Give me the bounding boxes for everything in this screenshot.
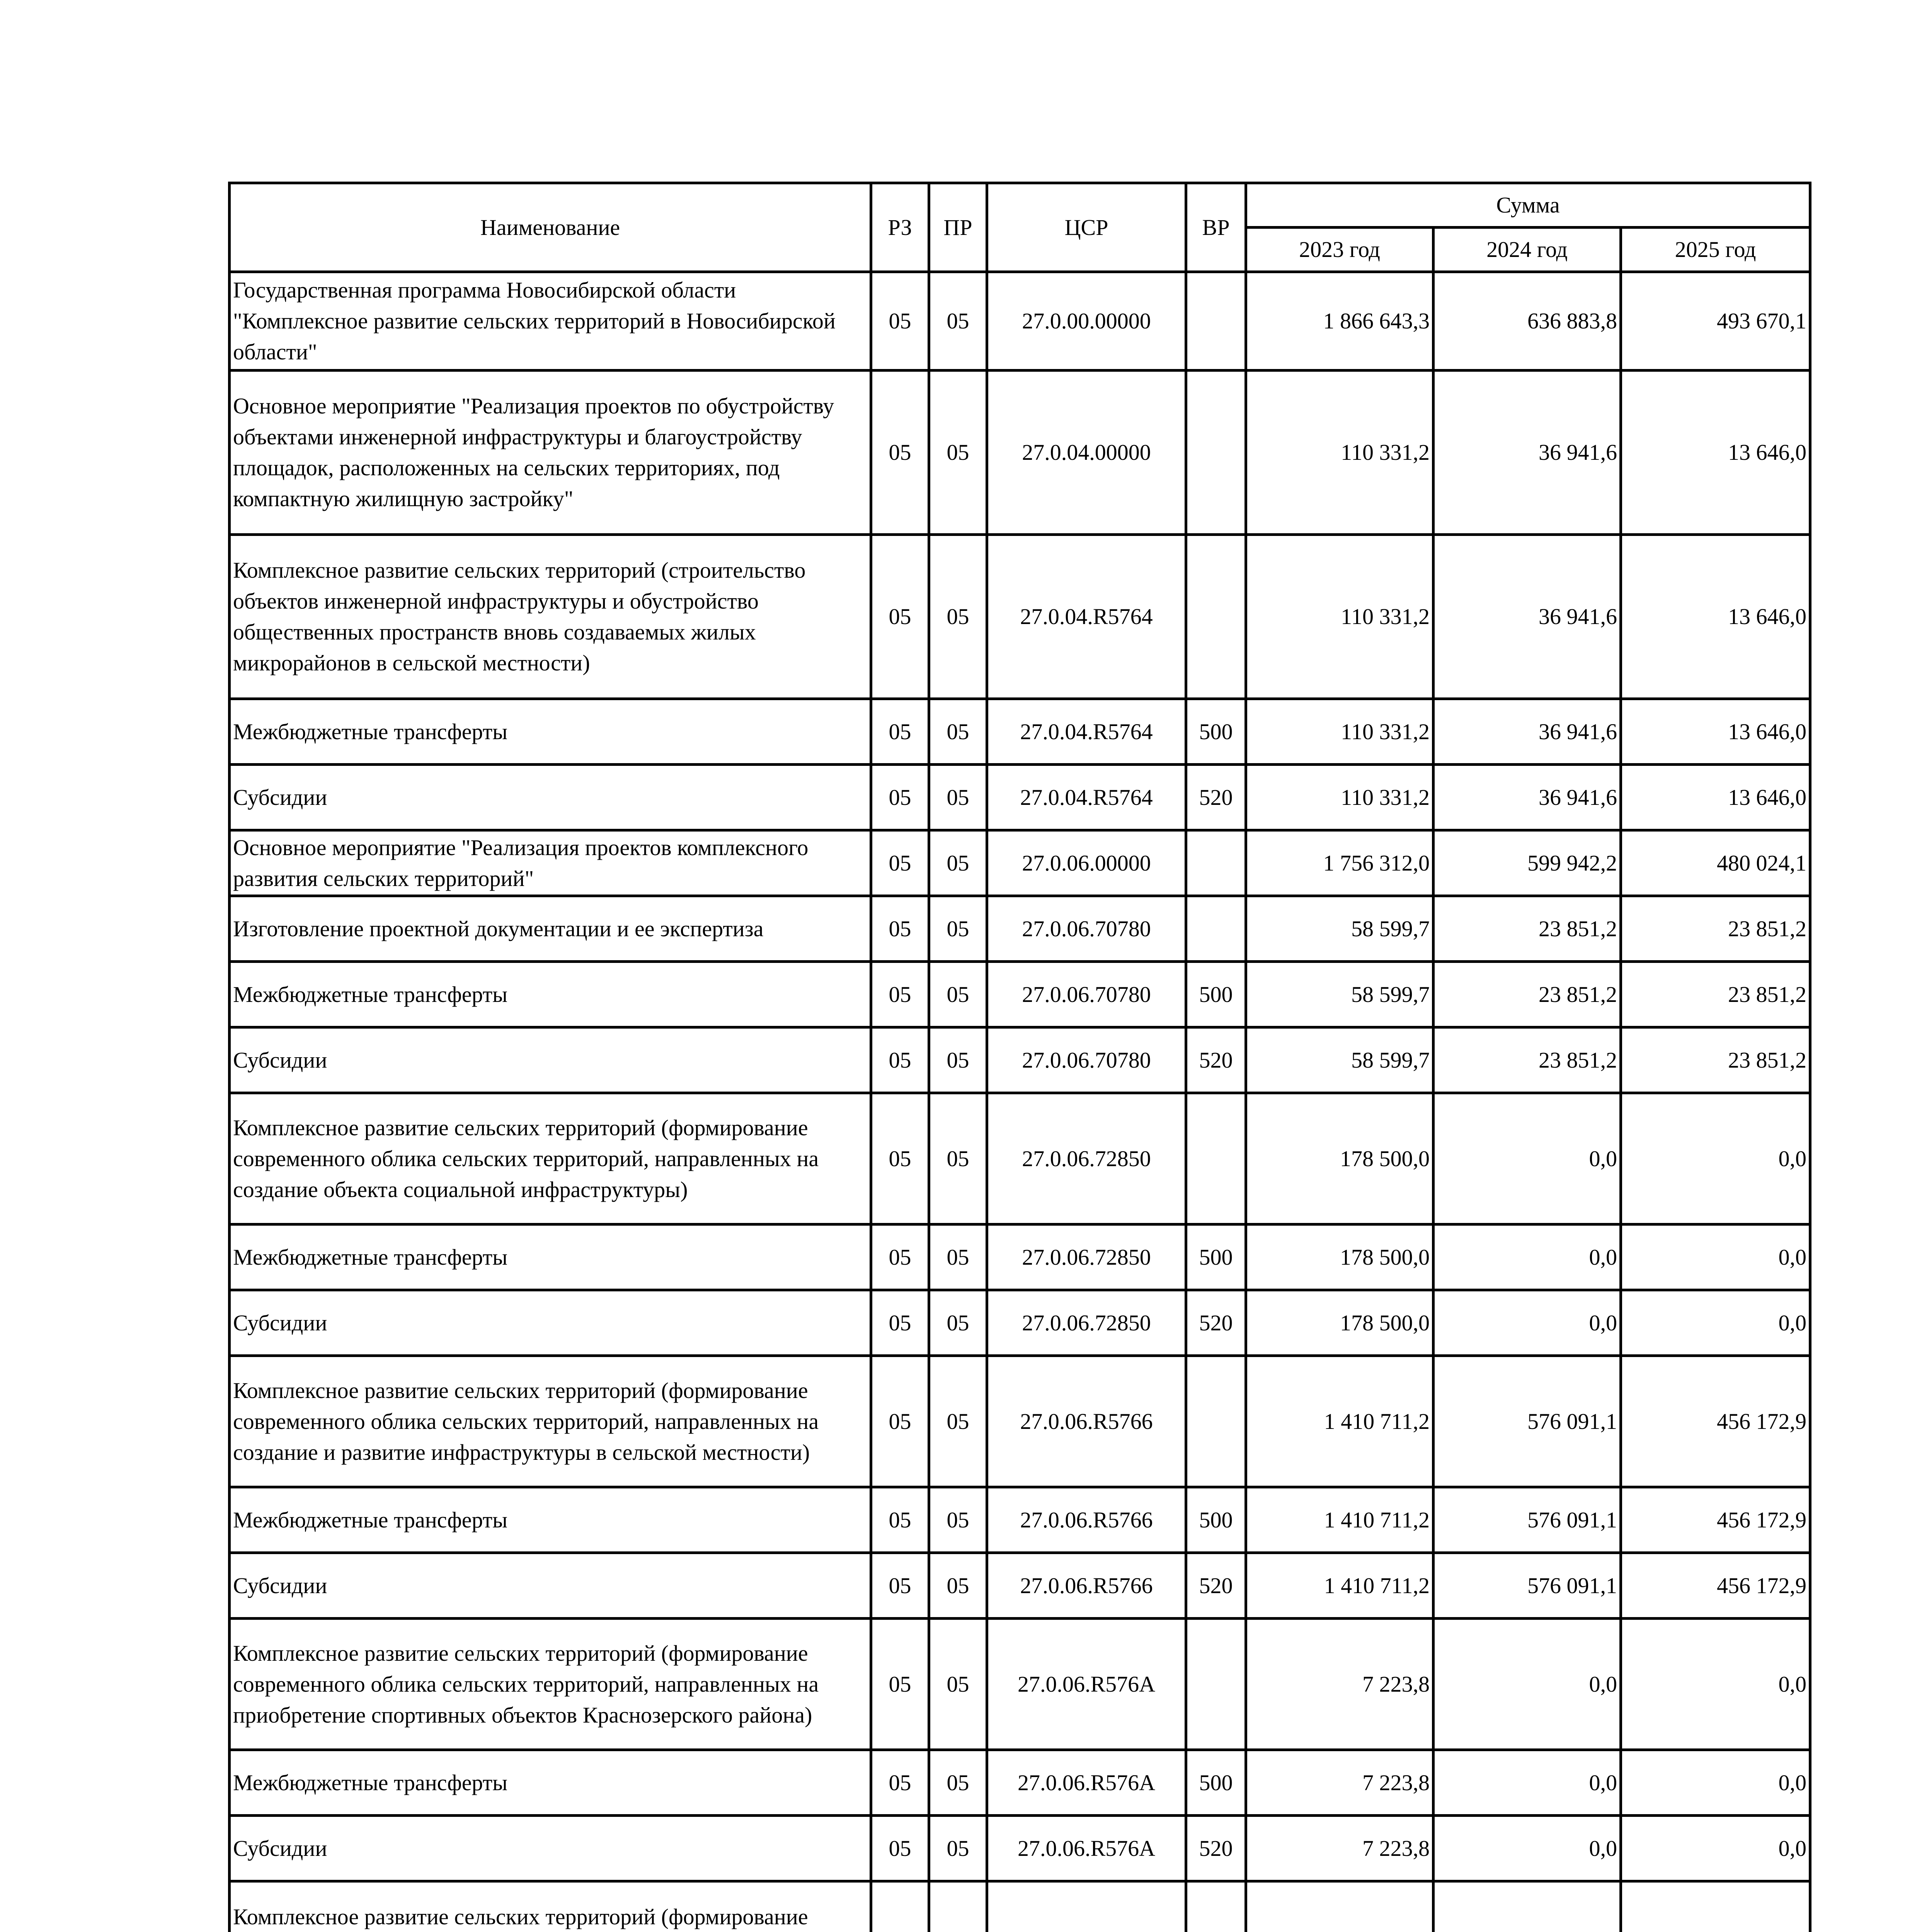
table-row xyxy=(230,535,1810,699)
cell-vr: 500 xyxy=(1186,1487,1246,1553)
cell-2025: 13 646,0 xyxy=(1621,765,1810,830)
table-row xyxy=(230,1816,1810,1881)
cell-rz: 05 xyxy=(871,1225,929,1290)
cell-2024 xyxy=(1433,1881,1621,1932)
cell-2024: 36 941,6 xyxy=(1433,699,1621,765)
cell-vr xyxy=(1186,272,1246,371)
cell-rz: 05 xyxy=(871,1619,929,1750)
cell-name: Основное мероприятие "Реализация проектов комплексного развития сельских территорий" xyxy=(230,830,871,896)
cell-rz: 05 xyxy=(871,1093,929,1225)
cell-name: Субсидии xyxy=(230,1553,871,1619)
cell-2025: 23 851,2 xyxy=(1621,896,1810,962)
cell-pr: 05 xyxy=(929,371,987,535)
cell-2023: 1 410 711,2 xyxy=(1246,1487,1433,1553)
cell-csr: 27.0.06.R576A xyxy=(987,1816,1186,1881)
cell-2023: 178 500,0 xyxy=(1246,1290,1433,1356)
cell-pr: 05 xyxy=(929,1816,987,1881)
cell-rz: 05 xyxy=(871,1816,929,1881)
cell-vr: 500 xyxy=(1186,962,1246,1027)
cell-csr: 27.0.04.00000 xyxy=(987,371,1186,535)
cell-2023: 1 756 312,0 xyxy=(1246,830,1433,896)
cell-vr xyxy=(1186,1881,1246,1932)
cell-rz: 05 xyxy=(871,1750,929,1816)
cell-vr xyxy=(1186,535,1246,699)
cell-pr: 05 xyxy=(929,535,987,699)
cell-2023: 178 500,0 xyxy=(1246,1225,1433,1290)
cell-name: Комплексное развитие сельских территорий (формирование xyxy=(230,1881,871,1932)
cell-2025: 23 851,2 xyxy=(1621,962,1810,1027)
cell-2024: 0,0 xyxy=(1433,1290,1621,1356)
cell-rz: 05 xyxy=(871,272,929,371)
cell-csr: 27.0.04.R5764 xyxy=(987,699,1186,765)
cell-pr: 05 xyxy=(929,1356,987,1487)
cell-2025: 13 646,0 xyxy=(1621,371,1810,535)
cell-vr: 520 xyxy=(1186,1553,1246,1619)
cell-rz xyxy=(871,1881,929,1932)
cell-csr: 27.0.06.R5766 xyxy=(987,1553,1186,1619)
cell-csr: 27.0.06.70780 xyxy=(987,896,1186,962)
cell-2025: 23 851,2 xyxy=(1621,1027,1810,1093)
cell-2024: 36 941,6 xyxy=(1433,371,1621,535)
cell-name: Субсидии xyxy=(230,1290,871,1356)
table-row xyxy=(230,1750,1810,1816)
header-sum: Сумма xyxy=(1246,183,1810,228)
table-row xyxy=(230,962,1810,1027)
cell-csr: 27.0.06.R576A xyxy=(987,1619,1186,1750)
cell-pr xyxy=(929,1881,987,1932)
cell-2023: 1 410 711,2 xyxy=(1246,1553,1433,1619)
cell-2023: 178 500,0 xyxy=(1246,1093,1433,1225)
cell-2023: 58 599,7 xyxy=(1246,962,1433,1027)
table-row xyxy=(230,1027,1810,1093)
cell-pr: 05 xyxy=(929,1290,987,1356)
cell-pr: 05 xyxy=(929,1750,987,1816)
cell-pr: 05 xyxy=(929,1553,987,1619)
cell-2025: 456 172,9 xyxy=(1621,1487,1810,1553)
cell-vr xyxy=(1186,1093,1246,1225)
cell-name: Межбюджетные трансферты xyxy=(230,699,871,765)
cell-rz: 05 xyxy=(871,1487,929,1553)
cell-name: Межбюджетные трансферты xyxy=(230,1487,871,1553)
cell-csr: 27.0.06.70780 xyxy=(987,962,1186,1027)
cell-name: Основное мероприятие "Реализация проектов по обустройству объектами инженерной инфраструктуры и благоустройству площадок, расположенных на сельских территориях, под компактную жилищную застройку" xyxy=(230,371,871,535)
table-row xyxy=(230,896,1810,962)
cell-name: Комплексное развитие сельских территорий (строительство объектов инженерной инфраструктуры и обустройство общественных пространств вновь создаваемых жилых микрорайонов в сельской местности) xyxy=(230,535,871,699)
cell-name: Межбюджетные трансферты xyxy=(230,1225,871,1290)
cell-2023: 58 599,7 xyxy=(1246,896,1433,962)
cell-rz: 05 xyxy=(871,830,929,896)
cell-2023: 1 410 711,2 xyxy=(1246,1356,1433,1487)
cell-2025: 456 172,9 xyxy=(1621,1553,1810,1619)
cell-vr xyxy=(1186,1356,1246,1487)
cell-pr: 05 xyxy=(929,962,987,1027)
cell-rz: 05 xyxy=(871,371,929,535)
cell-rz: 05 xyxy=(871,535,929,699)
cell-vr xyxy=(1186,830,1246,896)
budget-table xyxy=(228,182,1811,1932)
table-row xyxy=(230,272,1810,371)
cell-csr: 27.0.06.72850 xyxy=(987,1290,1186,1356)
cell-rz: 05 xyxy=(871,1027,929,1093)
table-header xyxy=(230,183,1810,272)
table-row xyxy=(230,830,1810,896)
header-rz: РЗ xyxy=(871,183,929,272)
cell-vr xyxy=(1186,371,1246,535)
cell-csr: 27.0.00.00000 xyxy=(987,272,1186,371)
cell-2025: 13 646,0 xyxy=(1621,699,1810,765)
header-name: Наименование xyxy=(230,183,871,272)
cell-name: Изготовление проектной документации и ее экспертиза xyxy=(230,896,871,962)
cell-2024: 0,0 xyxy=(1433,1816,1621,1881)
cell-2023: 7 223,8 xyxy=(1246,1750,1433,1816)
header-vr: ВР xyxy=(1186,183,1246,272)
table-row xyxy=(230,1881,1810,1932)
cell-2024: 0,0 xyxy=(1433,1225,1621,1290)
cell-2025 xyxy=(1621,1881,1810,1932)
cell-vr: 520 xyxy=(1186,1027,1246,1093)
cell-vr: 520 xyxy=(1186,1816,1246,1881)
cell-rz: 05 xyxy=(871,765,929,830)
cell-pr: 05 xyxy=(929,896,987,962)
cell-vr: 500 xyxy=(1186,1225,1246,1290)
cell-2025: 480 024,1 xyxy=(1621,830,1810,896)
cell-csr: 27.0.04.R5764 xyxy=(987,765,1186,830)
cell-2024: 636 883,8 xyxy=(1433,272,1621,371)
table-row xyxy=(230,1290,1810,1356)
cell-pr: 05 xyxy=(929,1027,987,1093)
cell-name: Субсидии xyxy=(230,1027,871,1093)
cell-name: Межбюджетные трансферты xyxy=(230,962,871,1027)
cell-rz: 05 xyxy=(871,1553,929,1619)
cell-2023: 7 223,8 xyxy=(1246,1816,1433,1881)
cell-vr: 520 xyxy=(1186,1290,1246,1356)
cell-csr: 27.0.06.R5766 xyxy=(987,1487,1186,1553)
cell-2024: 0,0 xyxy=(1433,1750,1621,1816)
cell-2023: 7 223,8 xyxy=(1246,1619,1433,1750)
cell-rz: 05 xyxy=(871,1290,929,1356)
cell-csr: 27.0.06.00000 xyxy=(987,830,1186,896)
cell-2025: 0,0 xyxy=(1621,1225,1810,1290)
cell-2025: 0,0 xyxy=(1621,1816,1810,1881)
table-row xyxy=(230,1553,1810,1619)
cell-2025: 493 670,1 xyxy=(1621,272,1810,371)
cell-pr: 05 xyxy=(929,1487,987,1553)
table-row xyxy=(230,765,1810,830)
cell-name: Субсидии xyxy=(230,765,871,830)
cell-pr: 05 xyxy=(929,765,987,830)
cell-vr: 520 xyxy=(1186,765,1246,830)
table-row xyxy=(230,371,1810,535)
cell-csr: 27.0.06.R5766 xyxy=(987,1356,1186,1487)
cell-2024: 36 941,6 xyxy=(1433,765,1621,830)
cell-name: Межбюджетные трансферты xyxy=(230,1750,871,1816)
cell-2024: 576 091,1 xyxy=(1433,1487,1621,1553)
cell-rz: 05 xyxy=(871,699,929,765)
cell-csr: 27.0.06.R576A xyxy=(987,1750,1186,1816)
cell-2024: 0,0 xyxy=(1433,1093,1621,1225)
cell-2023: 110 331,2 xyxy=(1246,765,1433,830)
cell-vr xyxy=(1186,1619,1246,1750)
cell-vr xyxy=(1186,896,1246,962)
cell-2024: 576 091,1 xyxy=(1433,1356,1621,1487)
cell-name: Субсидии xyxy=(230,1816,871,1881)
header-csr: ЦСР xyxy=(987,183,1186,272)
cell-2024: 599 942,2 xyxy=(1433,830,1621,896)
cell-pr: 05 xyxy=(929,830,987,896)
cell-2025: 456 172,9 xyxy=(1621,1356,1810,1487)
cell-rz: 05 xyxy=(871,896,929,962)
cell-pr: 05 xyxy=(929,699,987,765)
cell-pr: 05 xyxy=(929,272,987,371)
table-row xyxy=(230,1619,1810,1750)
cell-name: Комплексное развитие сельских территорий (формирование современного облика сельских территорий, направленных на создание и развитие инфраструктуры в сельской местности) xyxy=(230,1356,871,1487)
table-row xyxy=(230,1356,1810,1487)
cell-pr: 05 xyxy=(929,1225,987,1290)
header-pr: ПР xyxy=(929,183,987,272)
cell-2023 xyxy=(1246,1881,1433,1932)
header-2023: 2023 год xyxy=(1246,228,1433,272)
cell-2025: 0,0 xyxy=(1621,1290,1810,1356)
cell-csr: 27.0.06.72850 xyxy=(987,1093,1186,1225)
cell-2024: 23 851,2 xyxy=(1433,1027,1621,1093)
cell-pr: 05 xyxy=(929,1093,987,1225)
cell-2024: 576 091,1 xyxy=(1433,1553,1621,1619)
cell-vr: 500 xyxy=(1186,699,1246,765)
cell-pr: 05 xyxy=(929,1619,987,1750)
cell-2023: 110 331,2 xyxy=(1246,535,1433,699)
cell-2023: 110 331,2 xyxy=(1246,699,1433,765)
cell-rz: 05 xyxy=(871,1356,929,1487)
cell-2023: 58 599,7 xyxy=(1246,1027,1433,1093)
cell-csr: 27.0.04.R5764 xyxy=(987,535,1186,699)
cell-2024: 23 851,2 xyxy=(1433,896,1621,962)
cell-2025: 0,0 xyxy=(1621,1619,1810,1750)
header-2025: 2025 год xyxy=(1621,228,1810,272)
cell-2025: 13 646,0 xyxy=(1621,535,1810,699)
table-row xyxy=(230,1225,1810,1290)
cell-2024: 36 941,6 xyxy=(1433,535,1621,699)
cell-2025: 0,0 xyxy=(1621,1750,1810,1816)
cell-csr: 27.0.06.70780 xyxy=(987,1027,1186,1093)
cell-2023: 1 866 643,3 xyxy=(1246,272,1433,371)
table-body xyxy=(230,272,1810,1932)
cell-csr: 27.0.06.72850 xyxy=(987,1225,1186,1290)
cell-name: Комплексное развитие сельских территорий (формирование современного облика сельских территорий, направленных на создание объекта социальной инфраструктуры) xyxy=(230,1093,871,1225)
cell-rz: 05 xyxy=(871,962,929,1027)
cell-2024: 23 851,2 xyxy=(1433,962,1621,1027)
cell-2025: 0,0 xyxy=(1621,1093,1810,1225)
table-row xyxy=(230,699,1810,765)
cell-2024: 0,0 xyxy=(1433,1619,1621,1750)
header-2024: 2024 год xyxy=(1433,228,1621,272)
table-row xyxy=(230,1093,1810,1225)
cell-name: Комплексное развитие сельских территорий (формирование современного облика сельских территорий, направленных на приобретение спортивных объектов Краснозерского района) xyxy=(230,1619,871,1750)
cell-2023: 110 331,2 xyxy=(1246,371,1433,535)
cell-csr xyxy=(987,1881,1186,1932)
table-row xyxy=(230,1487,1810,1553)
cell-vr: 500 xyxy=(1186,1750,1246,1816)
cell-name: Государственная программа Новосибирской области "Комплексное развитие сельских территорий в Новосибирской области" xyxy=(230,272,871,371)
